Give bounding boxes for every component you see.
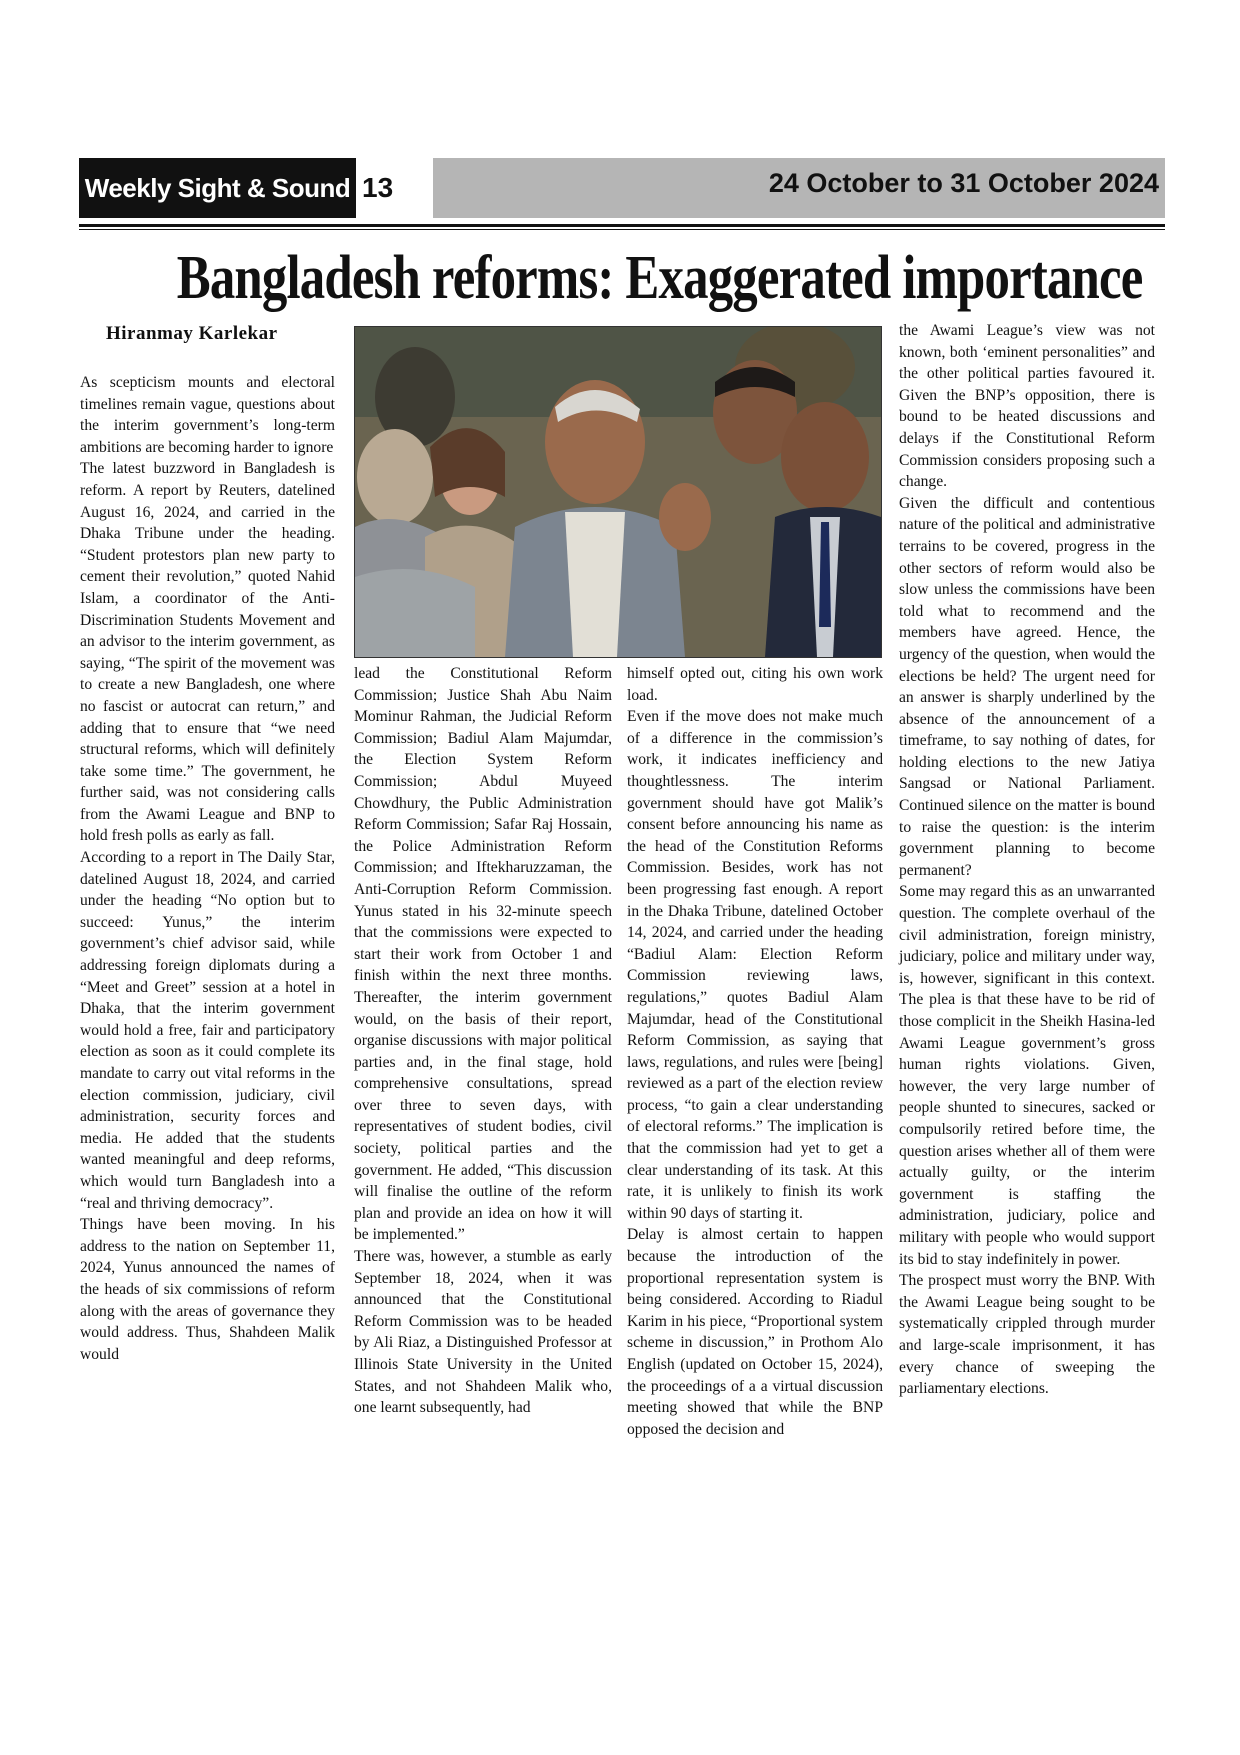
publication-name: Weekly Sight & Sound bbox=[79, 158, 356, 218]
article-column-1 bbox=[80, 372, 335, 1365]
article-paragraph: lead the Constitutional Reform Commission; Justice Shah Abu Naim Mominur Rahman, the Judicial Reform Commission; Badiul Alam Majumdar, the Election System Reform Commission; Abdul Muyeed Chowdhury, the Public Administration Reform Commission; Safar Raj Hossain, the Police Administration Reform Commission; and Iftekharuzzaman, the Anti-Corruption Reform Commission. Yunus stated in his 32-minute speech that the commissions were expected to start their work from October 1 and finish within the next three months. Thereafter, the interim government would, on the basis of their report, organise discussions with major political parties and, in the final stage, hold comprehensive consultations, spread over three to seven days, with representatives of student bodies, civil society, political parties and the government. He added, “This discussion will finalise the outline of the reform plan and provide an idea on how it will be implemented.” bbox=[354, 665, 612, 1244]
article-paragraph: Even if the move does not make much of a difference in the commission’s work, it indicates inefficiency and thoughtlessness. The interim government should have got Malik’s consent before announcing his name as the head of the Constitution Reforms Commission. Besides, work has not been progressing fast enough. A report in the Dhaka Tribune, datelined October 14, 2024, and carried under the heading “Badiul Alam: Election Reform Commission reviewing laws, regulations,” quotes Badiul Alam Majumdar, head of the Constitutional Reform Commission, as saying that laws, regulations, and rules were [being] reviewed as a part of the election review process, “to gain a clear understanding of electoral reforms.” The implication is that the commission had yet to get a clear understanding of its task. At this rate, it is unlikely to finish its work within 90 days of starting it. bbox=[627, 708, 883, 1222]
article-paragraph: himself opted out, citing his own work load. bbox=[627, 665, 883, 704]
article-paragraph: The latest buzzword in Bangladesh is reform. A report by Reuters, datelined August 16, 2024, and carried in the Dhaka Tribune under the heading. “Student protestors plan new party to cement their revolution,” quoted Nahid Islam, a coordinator of the Anti-Discrimination Students Movement and an advisor to the interim government, as saying, “The spirit of the movement was to create a new Bangladesh, one where no fascist or autocrat can return,” and adding that to ensure that “we need structural reforms, which will definitely take some time.” The government, he further said, was not considering calls from the Awami League and BNP to hold fresh polls as early as fall. bbox=[80, 460, 335, 845]
article-headline: Bangladesh reforms: Exaggerated importance bbox=[176, 244, 1143, 312]
article-paragraph: Things have been moving. In his address to the nation on September 11, 2024, Yunus announced the names of the heads of six commissions of reform along with the areas of governance they would address. Thus, Shahdeen Malik would bbox=[80, 1216, 335, 1363]
article-paragraph: According to a report in The Daily Star, datelined August 18, 2024, and carried under the heading “No option but to succeed: Yunus,” the interim government’s chief advisor said, while addressing foreign diplomats during a “Meet and Greet” session at a hotel in Dhaka, that the interim government would hold a free, fair and participatory election as soon as it could complete its mandate to carry out vital reforms in the election commission, judiciary, civil administration, security forces and media. He added that the students wanted meaningful and deep reforms, which would turn Bangladesh into a “real and thriving democracy”. bbox=[80, 849, 335, 1212]
article-paragraph: There was, however, a stumble as early September 18, 2024, when it was announced that the Constitutional Reform Commission was to be headed by Ali Riaz, a Distinguished Professor at Illinois State University in the United States, and not Shahdeen Malik who, one learnt subsequently, had bbox=[354, 1248, 612, 1417]
article-column-3 bbox=[627, 663, 883, 1440]
masthead-rule bbox=[79, 224, 1165, 227]
article-paragraph: Some may regard this as an unwarranted question. The complete overhaul of the civil administration, foreign ministry, judiciary, police and military under way, is, however, significant in this context. The plea is that these have to be rid of those complicit in the Sheikh Hasina-led Awami League government’s gross human rights violations. Given, however, the very large number of people shunted to sinecures, sacked or compulsorily retired before time, the question arises whether all of them were actually guilty, or the interim government is staffing the administration, judiciary, police and military with people who would support its bid to stay indefinitely in power. bbox=[899, 883, 1155, 1268]
article-paragraph: Given the difficult and contentious nature of the political and administrative terrains to be covered, progress in the other sectors of reform would also be slow unless the commissions have been told what to recommend and the members have agreed. Hence, the urgency of the question, when would the elections be held? The urgent need for an answer is sharply underlined by the absence of the announcement of a timeframe, to say nothing of dates, for holding elections to the new Jatiya Sangsad or National Parliament. Continued silence on the matter is bound to raise the question: is the interim government planning to become permanent? bbox=[899, 494, 1155, 879]
page-number: 13 bbox=[362, 172, 394, 203]
article-paragraph: the Awami League’s view was not known, both ‘eminent personalities” and the other political parties favoured it. Given the BNP’s opposition, there is bound to be heated discussions and delays if the Constitutional Reform Commission considers proposing such a change. bbox=[899, 322, 1155, 491]
article-column-2 bbox=[354, 663, 612, 1419]
article-byline: Hiranmay Karlekar bbox=[106, 323, 278, 344]
article-paragraph: As scepticism mounts and electoral timelines remain vague, questions about the interim government’s long-term ambitions are becoming harder to ignore bbox=[80, 374, 335, 456]
masthead bbox=[79, 158, 1165, 218]
article-column-4 bbox=[899, 320, 1155, 1400]
masthead-date-bar bbox=[398, 158, 1165, 218]
masthead-rule-thin bbox=[79, 229, 1165, 230]
article-paragraph: Delay is almost certain to happen because the introduction of the proportional representation system is being considered. According to Riadul Karim in his piece, “Proportional system scheme in discussion,” in Prothom Alo English (updated on October 15, 2024), the proceedings of a a virtual discussion meeting showed that while the BNP opposed the decision and bbox=[627, 1226, 883, 1438]
article-paragraph: The prospect must worry the BNP. With the Awami League being sought to be systematically crippled through murder and large-scale imprisonment, it has every chance of sweeping the parliamentary elections. bbox=[899, 1272, 1155, 1398]
issue-date-range: 24 October to 31 October 2024 bbox=[768, 168, 1159, 198]
photo-illustration bbox=[355, 327, 881, 657]
article-photo bbox=[354, 326, 882, 658]
